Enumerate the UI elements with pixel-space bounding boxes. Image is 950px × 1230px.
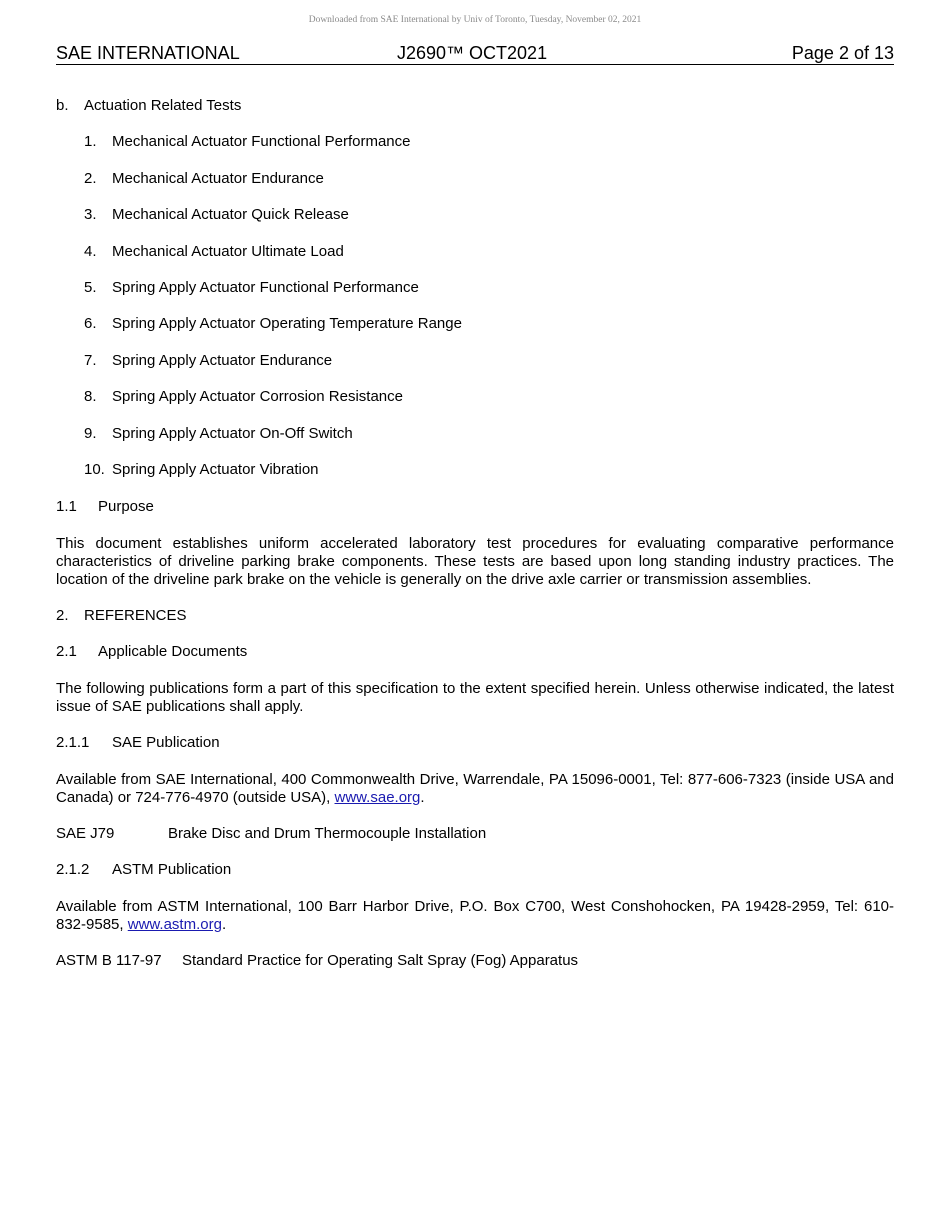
header-publisher: SAE INTERNATIONAL [56, 43, 240, 63]
list-item-number: 4. [84, 243, 97, 260]
list-item: Spring Apply Actuator Endurance [112, 352, 333, 369]
section-number: 1.1 [56, 498, 77, 515]
list-item-number: 7. [84, 352, 97, 369]
section-title-astm-publication: ASTM Publication [112, 861, 232, 878]
list-item-number: 3. [84, 206, 97, 223]
list-item: Spring Apply Actuator Operating Temperature Range [112, 315, 462, 332]
list-item-number: 6. [84, 315, 97, 332]
section-title-references: REFERENCES [84, 607, 187, 624]
section-number: 2.1 [56, 643, 77, 660]
astm-website-link[interactable]: www.astm.org [127, 916, 222, 933]
section-title-purpose: Purpose [98, 498, 154, 515]
purpose-paragraph: This document establishes uniform accelerated laboratory test procedures for evaluating comparative performance characteristics of driveline parking brake components. These tests are based upon long standing industry practices. The location of the driveline park brake on the vehicle is generally on the drive axle carrier or transmission assemblies. [56, 535, 894, 588]
sentence-end: . [420, 789, 425, 806]
list-item: Mechanical Actuator Functional Performance [112, 133, 411, 150]
sae-availability-paragraph [56, 771, 894, 807]
section-number: 2.1.1 [56, 734, 90, 751]
section-b-title: Actuation Related Tests [84, 97, 242, 114]
list-item: Spring Apply Actuator Functional Performance [112, 279, 419, 296]
section-number: 2.1.2 [56, 861, 90, 878]
sae-website-link[interactable]: www.sae.org [334, 789, 421, 806]
sentence-end: . [221, 916, 227, 933]
section-title-sae-publication: SAE Publication [112, 734, 220, 751]
list-item: Mechanical Actuator Endurance [112, 170, 324, 187]
list-item-number: 2. [84, 170, 97, 187]
list-item-number: 1. [84, 133, 97, 150]
list-item: Spring Apply Actuator On-Off Switch [112, 425, 353, 442]
list-item: Spring Apply Actuator Vibration [112, 461, 319, 478]
reference-doc-title: Standard Practice for Operating Salt Spray (Fog) Apparatus [182, 952, 579, 969]
list-item-number: 5. [84, 279, 97, 296]
list-item: Mechanical Actuator Quick Release [112, 206, 349, 223]
list-item-number: 10. [84, 461, 105, 478]
reference-doc-title: Brake Disc and Drum Thermocouple Installation [168, 825, 487, 842]
download-watermark: Downloaded from SAE International by Univ of Toronto, Tuesday, November 02, 2021 [308, 15, 642, 25]
section-title-applicable-documents: Applicable Documents [98, 643, 248, 660]
reference-doc-id: ASTM B 117-97 [56, 952, 162, 969]
list-item-number: 8. [84, 388, 97, 405]
header-doc-id: J2690™ OCT2021 [397, 43, 548, 63]
header-page-number: Page 2 of 13 [791, 43, 894, 63]
list-item: Spring Apply Actuator Corrosion Resistance [112, 388, 403, 405]
sae-availability-text: Available from SAE International, 400 Commonwealth Drive, Warrendale, PA 15096-0001, Tel: 877-606-7323 (inside USA and Canada) or 724-776-4970 (outside USA), [56, 771, 894, 806]
list-item: Mechanical Actuator Ultimate Load [112, 243, 344, 260]
section-b-label: b. [56, 97, 69, 114]
page-header [56, 43, 894, 65]
list-item-number: 9. [84, 425, 97, 442]
applicable-documents-paragraph: The following publications form a part of this specification to the extent specified herein. Unless otherwise indicated, the latest issue of SAE publications shall apply. [56, 680, 894, 715]
astm-availability-paragraph [56, 898, 894, 934]
astm-availability-text: Available from ASTM International, 100 Barr Harbor Drive, P.O. Box C700, West Conshohocken, PA 19428-2959, Tel: 610-832-9585, [56, 898, 894, 933]
section-number: 2. [56, 607, 69, 624]
reference-doc-id: SAE J79 [56, 825, 115, 842]
